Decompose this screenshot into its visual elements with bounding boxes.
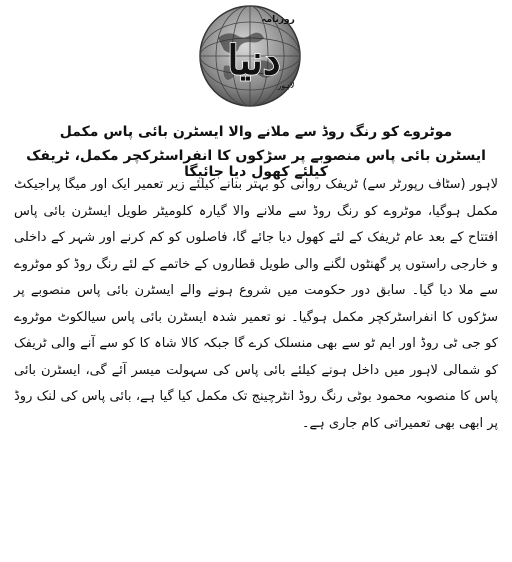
logo-city: لاہور — [277, 81, 295, 90]
newspaper-logo — [178, 0, 322, 112]
logo-wordmark: دنیا — [227, 37, 281, 84]
globe-logo-icon — [178, 0, 322, 112]
logo-subtext: روزنامہ — [261, 15, 295, 25]
subheadline: ایسٹرن بائی پاس منصوبے پر سڑکوں کا انفراسٹرکچر مکمل، ٹریفک کیلئے کھول دیا جائیگا — [26, 148, 486, 180]
article-body: لاہور (سٹاف رپورٹر سے) ٹریفک روانی کو بہتر بنانے کیلئے زیر تعمیر ایک اور میگا پراجیکٹ مکمل ہوگیا، موٹروے کو رنگ روڈ سے ملانے والا گیارہ کلومیٹر طویل ایسٹرن بائی پاس افتتاح کے بعد عام ٹریفک کے لئے کھول دیا جائے گا، فاصلوں کو کم کرنے اور شہر کے داخلی و خارجی راستوں پر گھنٹوں لگنے والی طویل قطاروں کے خاتمے کے لئے رنگ روڈ کو موٹروے سے ملا دیا گیا۔ سابق دور حکومت میں شروع ہونے والے ایسٹرن بائی پاس منصوبے پر سڑکوں کا انفراسٹرکچر مکمل ہوگیا۔ نو تعمیر شدہ ایسٹرن بائی پاس سیالکوٹ موٹروے کو جی ٹی روڈ اور ایم ٹو سے بھی منسلک کرے گا جبکہ کالا شاہ کا کو سے آنے والی ٹریفک کو شمالی لاہور میں داخل ہونے کیلئے بائی پاس کی سہولت میسر آئے گی، ایسٹرن بائی پاس کا منصوبہ محمود بوٹی رنگ روڈ انٹرچینج تک مکمل کیا گیا ہے، بائی پاس کی لنک روڈ پر ابھی بھی تعمیراتی کام جاری ہے۔ — [14, 177, 498, 431]
headline: موٹروے کو رنگ روڈ سے ملانے والا ایسٹرن بائی پاس مکمل — [59, 124, 453, 140]
